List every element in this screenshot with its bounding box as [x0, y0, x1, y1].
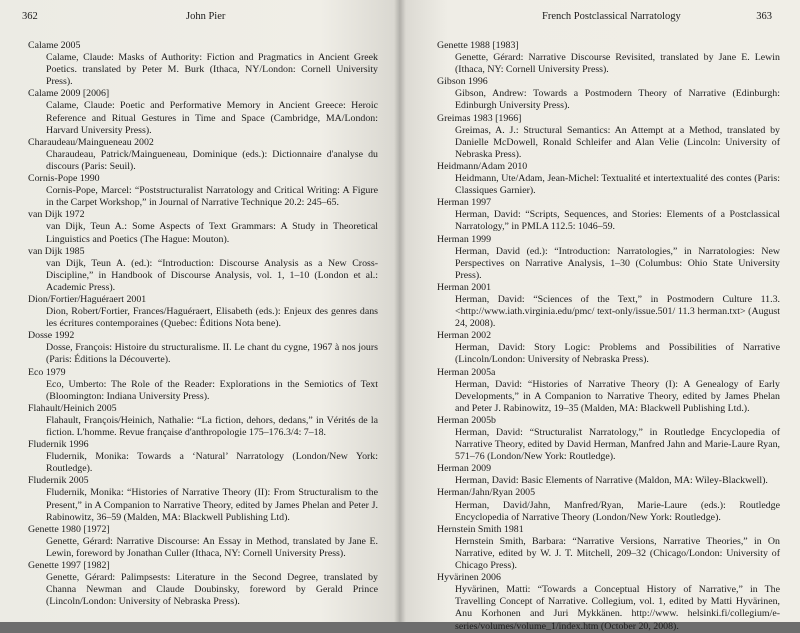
entry-key: Heidmann/Adam 2010 [437, 160, 528, 172]
right-bibliography [437, 40, 780, 633]
entry-citation: Fludernik, Monika: Towards a ‘Natural’ Narratology (London/New York: Routledge). [46, 451, 378, 475]
entry-citation: Eco, Umberto: The Role of the Reader: Explorations in the Semiotics of Text (Bloomington: Indiana University Press). [46, 378, 378, 402]
bibliography-entry [437, 367, 780, 415]
entry-citation: Greimas, A. J.: Structural Semantics: An Attempt at a Method, translated by Danielle McDowell, Ronald Schleifer and Alan Velie (Lincoln: University of Nebraska Press). [455, 124, 780, 160]
entry-key: Herman 2009 [437, 463, 492, 475]
entry-citation: Calame, Claude: Masks of Authority: Fiction and Pragmatics in Ancient Greek Poetics. translated by Peter M. Burk (Ithaca, NY/London: Cornell University Press). [46, 52, 378, 88]
bibliography-entry [28, 560, 378, 608]
entry-key: Charaudeau/Maingueneau 2002 [28, 136, 154, 148]
entry-key: Fludernik 2005 [28, 475, 89, 487]
left-bibliography [28, 40, 378, 608]
entry-key: Herman/Jahn/Ryan 2005 [437, 487, 536, 499]
entry-citation: Herman, David: “Scripts, Sequences, and Stories: Elements of a Postclassical Narratology,” in PMLA 112.5: 1046–59. [455, 209, 780, 233]
bibliography-entry [28, 294, 378, 330]
bibliography-entry [437, 40, 780, 76]
entry-key: Greimas 1983 [1966] [437, 112, 522, 124]
entry-citation: Fludernik, Monika: “Histories of Narrative Theory (II): From Structuralism to the Present,” in A Companion to Narrative Theory, edited by James Phelan and Peter J. Rabinowitz, 36–59 (Malden, MA: Blackwell Publishing Ltd). [46, 487, 378, 523]
entry-key: Hyvärinen 2006 [437, 572, 501, 584]
bibliography-entry [28, 403, 378, 439]
entry-key: Herman 1999 [437, 233, 492, 245]
bibliography-entry [437, 234, 780, 282]
bibliography-entry [437, 463, 780, 487]
bibliography-entry [437, 282, 780, 330]
entry-citation: Charaudeau, Patrick/Maingueneau, Dominique (eds.): Dictionnaire d'analyse du discours (Paris: Seuil). [46, 148, 378, 172]
entry-key: Genette 1988 [1983] [437, 40, 519, 51]
entry-citation: Calame, Claude: Poetic and Performative Memory in Ancient Greece: Heroic Reference and Ritual Gestures in Time and Space (Cambridge, MA/London: Harvard University Press). [46, 100, 378, 136]
bibliography-entry [28, 524, 378, 560]
entry-key: van Dijk 1985 [28, 245, 85, 257]
entry-citation: Genette, Gérard: Narrative Discourse: An Essay in Method, translated by Jane E. Lewin, foreword by Jonathan Culler (Ithaca, NY: Cornell University Press). [46, 535, 378, 559]
bibliography-entry [28, 137, 378, 173]
entry-citation: Herman, David (ed.): “Introduction: Narratologies,” in Narratologies: New Perspectives on Narrative Analysis, 1–30 (Columbus: Ohio State University Press). [455, 245, 780, 281]
entry-citation: Herman, David/Jahn, Manfred/Ryan, Marie-Laure (eds.): Routledge Encyclopedia of Narrative Theory (London/New York: Routledge). [455, 499, 780, 523]
entry-key: Calame 2005 [28, 40, 81, 51]
bibliography-entry [28, 367, 378, 403]
entry-key: Genette 1997 [1982] [28, 560, 110, 572]
entry-key: Herman 1997 [437, 197, 492, 209]
right-running-title: French Postclassical Narratology [542, 11, 681, 22]
entry-citation: Gibson, Andrew: Towards a Postmodern Theory of Narrative (Edinburgh: Edinburgh University Press). [455, 88, 780, 112]
entry-key: Calame 2009 [2006] [28, 88, 110, 100]
entry-key: Dion/Fortier/Haguéraert 2001 [28, 293, 147, 305]
entry-citation: Genette, Gérard: Narrative Discourse Revisited, translated by Jane E. Lewin (Ithaca, NY: Cornell University Press). [455, 52, 780, 76]
right-page-number: 363 [756, 11, 772, 22]
bibliography-entry [437, 113, 780, 161]
bibliography-entry [28, 40, 378, 88]
bibliography-entry [28, 330, 378, 366]
entry-key: Dosse 1992 [28, 330, 75, 342]
bibliography-entry [437, 572, 780, 632]
right-page [400, 0, 800, 632]
entry-citation: Flahault, François/Heinich, Nathalie: “La fiction, dehors, dedans,” in Vérités de la fiction. L'homme. Revue française d'anthropologie 175–176.3/4: 7–18. [46, 414, 378, 438]
bibliography-entry [437, 524, 780, 572]
entry-citation: Herman, David: “Histories of Narrative Theory (I): A Genealogy of Early Developments,” in A Companion to Narrative Theory, edited by James Phelan and Peter J. Rabinowitz, 19–35 (Malden, MA: Blackwell Publishing Ltd.). [455, 378, 780, 414]
bibliography-entry [28, 246, 378, 294]
entry-key: Genette 1980 [1972] [28, 523, 110, 535]
entry-citation: van Dijk, Teun A.: Some Aspects of Text Grammars: A Study in Theoretical Linguistics and Poetics (The Hague: Mouton). [46, 221, 378, 245]
entry-citation: Genette, Gérard: Palimpsests: Literature in the Second Degree, translated by Channa Newman and Claude Doubinsky, foreword by Gerald Prince (Lincoln/London: University of Nebraska Press). [46, 572, 378, 608]
entry-key: Flahault/Heinich 2005 [28, 402, 117, 414]
bibliography-entry [28, 88, 378, 136]
bibliography-entry [28, 173, 378, 209]
entry-citation: Cornis-Pope, Marcel: “Poststructuralist Narratology and Critical Writing: A Figure in the Carpet Workshop,” in Journal of Narrative Technique 20.2: 245–65. [46, 185, 378, 209]
entry-key: Cornis-Pope 1990 [28, 173, 100, 185]
bibliography-entry [437, 197, 780, 233]
entry-key: van Dijk 1972 [28, 209, 85, 221]
bibliography-entry [437, 415, 780, 463]
entry-key: Hernstein Smith 1981 [437, 523, 524, 535]
entry-citation: Herman, David: Basic Elements of Narrative (Maldon, MA: Wiley-Blackwell). [455, 475, 768, 487]
entry-citation: Herman, David: “Sciences of the Text,” in Postmodern Culture 11.3. <http://www.iath.virginia.edu/pmc/ text-only/issue.501/ 11.3 herman.txt> (August 24, 2008). [455, 293, 780, 330]
left-page [0, 0, 400, 622]
entry-citation: Heidmann, Ute/Adam, Jean-Michel: Textualité et intertextualité des contes (Paris: Classiques Garnier). [455, 173, 780, 197]
entry-key: Herman 2005b [437, 414, 496, 426]
entry-citation: Herman, David: “Structuralist Narratology,” in Routledge Encyclopedia of Narrative Theory, edited by David Herman, Manfred Jahn and Marie-Laure Ryan, 571–76 (London/New York: Routledge). [455, 427, 780, 463]
entry-citation: van Dijk, Teun A. (ed.): “Introduction: Discourse Analysis as a New Cross-Discipline,” in Handbook of Discourse Analysis, vol. 1, 1–10 (London et al.: Academic Press). [46, 257, 378, 293]
bibliography-entry [28, 209, 378, 245]
bibliography-entry [437, 330, 780, 366]
bibliography-entry [437, 487, 780, 523]
bibliography-entry [28, 439, 378, 475]
left-running-title: John Pier [186, 11, 226, 22]
entry-citation: Herman, David: Story Logic: Problems and Possibilities of Narrative (Lincoln/London: University of Nebraska Press). [455, 342, 780, 366]
entry-citation: Dion, Robert/Fortier, Frances/Haguéraert, Elisabeth (eds.): Enjeux des genres dans les écritures contemporaines (Quebec: Éditions Nota bene). [46, 306, 378, 330]
entry-citation: Dosse, François: Histoire du structuralisme. II. Le chant du cygne, 1967 à nos jours (Paris: Éditions la Découverte). [46, 342, 378, 366]
entry-key: Gibson 1996 [437, 76, 488, 88]
bibliography-entry [28, 475, 378, 523]
entry-citation: Hyvärinen, Matti: “Towards a Conceptual History of Narrative,” in The Travelling Concept of Narrative. Collegium, vol. 1, edited by Matti Hyvärinen, Anu Korhonen and Juri Mykkänen. http://www. helsinki.fi/collegium/e-series/volumes/volume_1/index.htm (October 20, 2008). [455, 584, 780, 632]
entry-key: Eco 1979 [28, 366, 66, 378]
left-page-number: 362 [22, 11, 38, 22]
bibliography-entry [437, 161, 780, 197]
entry-key: Fludernik 1996 [28, 439, 89, 451]
entry-key: Herman 2001 [437, 281, 492, 293]
bibliography-entry [437, 76, 780, 112]
entry-citation: Hernstein Smith, Barbara: “Narrative Versions, Narrative Theories,” in On Narrative, edited by W. J. T. Mitchell, 209–32 (Chicago/London: University of Chicago Press). [455, 535, 780, 572]
entry-key: Herman 2005a [437, 366, 496, 378]
entry-key: Herman 2002 [437, 330, 492, 342]
